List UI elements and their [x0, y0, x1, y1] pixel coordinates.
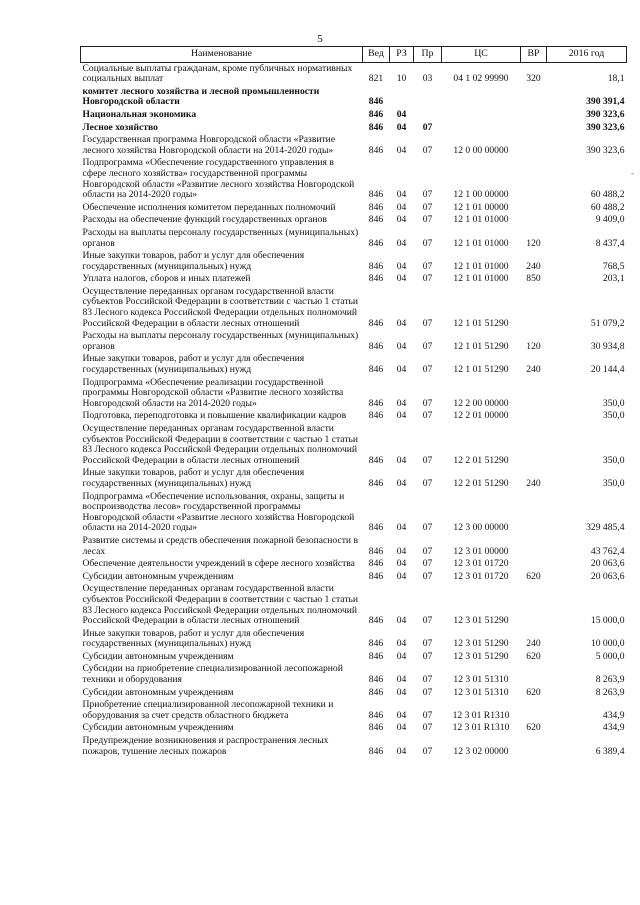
row-rz: 04 — [396, 410, 407, 422]
row-amount: 203,1 — [602, 273, 625, 285]
row-name: Подпрограмма «Обеспечение государственного управления в сфере лесного хозяйства» государственной программы Новгородской области «Развитие лесного хозяйства Новгородской области на 2014-2020 годы» — [82, 157, 355, 201]
row-name: Иные закупки товаров, работ и услуг для обеспечения государственных (муниципальных) нужд — [82, 467, 305, 489]
row-cs: 12 1 01 00000 — [453, 201, 509, 213]
row-ved: 846 — [368, 273, 384, 285]
row-cs: 12 2 01 51290 — [453, 477, 509, 489]
table-row — [81, 491, 627, 535]
row-name: Иные закупки товаров, работ и услуг для обеспечения государственных (муниципальных) нужд — [82, 627, 305, 650]
row-cs: 12 1 01 01000 — [453, 260, 509, 272]
row-pr: 07 — [422, 317, 433, 329]
row-pr: 07 — [422, 397, 433, 409]
row-name: Субсидии на приобретение специализированной лесопожарной техники и оборудования — [82, 663, 343, 686]
row-pr: 03 — [422, 73, 433, 85]
row-amount: 329 485,4 — [586, 522, 625, 534]
row-ved: 846 — [368, 558, 384, 570]
row-pr: 07 — [422, 674, 433, 686]
row-vr — [521, 663, 547, 686]
row-cs: 12 3 01 51290 — [453, 650, 509, 662]
row-vr — [521, 583, 547, 627]
row-amount: 434,9 — [602, 722, 625, 734]
row-rz: 04 — [396, 237, 407, 249]
row-pr: 07 — [422, 410, 433, 422]
row-ved: 846 — [368, 108, 384, 120]
row-vr — [521, 699, 547, 722]
row-cs: 12 1 01 01000 — [453, 214, 509, 226]
row-vr — [521, 491, 547, 535]
row-cs — [442, 86, 521, 109]
row-amount: 8 263,9 — [595, 674, 625, 686]
row-amount: 5 000,0 — [595, 650, 625, 662]
table-row — [81, 227, 627, 250]
row-ved: 846 — [368, 410, 384, 422]
row-pr: 07 — [422, 364, 433, 376]
row-pr: 07 — [422, 273, 433, 285]
margin-mark: - — [631, 168, 634, 178]
row-name: Лесное хозяйство — [82, 121, 158, 133]
row-cs: 12 3 01 R1310 — [452, 722, 510, 734]
row-ved: 846 — [368, 638, 384, 650]
row-vr: 850 — [526, 273, 541, 285]
row-cs: 12 1 01 51290 — [453, 317, 509, 329]
table-row — [81, 583, 627, 627]
row-pr: 07 — [422, 558, 433, 570]
row-ved: 846 — [368, 722, 384, 734]
table-row — [81, 410, 627, 423]
row-cs: 12 3 01 51290 — [453, 615, 509, 627]
row-vr: 620 — [526, 722, 541, 734]
row-vr — [521, 157, 547, 201]
table-row — [81, 571, 627, 584]
row-ved: 846 — [368, 674, 384, 686]
row-ved: 846 — [368, 709, 384, 721]
row-pr — [414, 86, 442, 109]
row-cs: 12 2 01 51290 — [453, 454, 509, 466]
header-vr: ВР — [521, 47, 547, 63]
row-pr: 07 — [422, 545, 433, 557]
table-body — [81, 62, 627, 758]
table-row — [81, 62, 627, 86]
row-cs: 12 1 01 51290 — [453, 340, 509, 352]
row-pr: 07 — [422, 709, 433, 721]
row-rz: 04 — [396, 722, 407, 734]
row-amount: 60 488,2 — [590, 201, 625, 213]
row-rz: 04 — [396, 558, 407, 570]
row-amount: 60 488,2 — [590, 189, 625, 201]
row-rz: 04 — [396, 108, 407, 120]
row-pr: 07 — [422, 340, 433, 352]
row-vr — [521, 134, 547, 157]
row-vr: 240 — [526, 260, 541, 272]
row-vr — [521, 377, 547, 411]
row-pr: 07 — [422, 214, 433, 226]
row-amount: 390 323,6 — [586, 121, 625, 133]
row-amount: 30 934,8 — [590, 340, 625, 352]
header-ved: Вед — [363, 47, 390, 63]
row-rz: 04 — [396, 615, 407, 627]
table-row — [81, 214, 627, 227]
row-cs: 12 2 01 00000 — [453, 410, 509, 422]
row-ved: 846 — [368, 317, 384, 329]
row-rz: 04 — [396, 638, 407, 650]
row-cs: 12 3 01 R1310 — [452, 709, 510, 721]
row-vr — [521, 735, 547, 758]
row-ved: 821 — [368, 73, 384, 85]
row-amount: 6 389,4 — [595, 745, 625, 757]
row-cs: 12 1 00 00000 — [453, 189, 509, 201]
row-cs: 12 3 01 51310 — [453, 674, 509, 686]
row-rz: 04 — [396, 545, 407, 557]
header-rz: РЗ — [390, 47, 414, 63]
table-row — [81, 423, 627, 467]
row-ved: 846 — [368, 615, 384, 627]
row-vr: 120 — [526, 340, 541, 352]
row-name: Подпрограмма «Обеспечение реализации государственной программы Новгородской области «Развитие лесного хозяйства Новгородской области на 2014-2020 годы» — [82, 376, 344, 409]
row-amount: 350,0 — [602, 397, 625, 409]
row-rz: 04 — [396, 522, 407, 534]
row-cs: 12 1 01 51290 — [453, 364, 509, 376]
table-row — [81, 122, 627, 135]
row-vr — [521, 109, 547, 122]
row-rz: 04 — [396, 144, 407, 156]
row-ved: 846 — [368, 121, 384, 133]
row-name: Национальная экономика — [82, 108, 197, 120]
row-rz: 04 — [396, 570, 407, 582]
row-name: Обеспечение деятельности учреждений в сфере лесного хозяйства — [82, 558, 355, 570]
row-ved: 846 — [368, 201, 384, 213]
row-rz: 04 — [396, 121, 407, 133]
row-rz — [390, 86, 414, 109]
row-pr: 07 — [422, 638, 433, 650]
table-row — [81, 699, 627, 722]
row-cs: 12 3 00 00000 — [453, 522, 509, 534]
header-cs: ЦС — [442, 47, 521, 63]
row-pr: 07 — [422, 201, 433, 213]
row-vr: 240 — [526, 364, 541, 376]
row-rz: 04 — [396, 686, 407, 698]
table-row — [81, 558, 627, 571]
row-name: Осуществление переданных органам государственной власти субъектов Российской Федерации в соответствии с частью 1 статьи 83 Лесного кодекса Российской Федерации отдельных полномочий Российской Федерации в области лесных отношений — [82, 583, 359, 627]
row-name: Расходы на выплаты персоналу государственных (муниципальных) органов — [82, 226, 359, 249]
row-cs: 12 1 01 01000 — [453, 237, 509, 249]
row-name: Субсидии автономным учреждениям — [82, 722, 234, 734]
table-row — [81, 651, 627, 664]
row-ved: 846 — [368, 745, 384, 757]
table-row — [81, 202, 627, 215]
table-row — [81, 273, 627, 286]
row-amount: 390 323,6 — [586, 108, 625, 120]
row-ved: 846 — [368, 96, 384, 108]
row-pr: 07 — [422, 722, 433, 734]
table-row — [81, 353, 627, 376]
row-pr: 07 — [422, 237, 433, 249]
table-row — [81, 134, 627, 157]
table-row — [81, 330, 627, 353]
table-header-row — [81, 47, 627, 63]
row-cs: 12 3 02 00000 — [453, 745, 509, 757]
row-amount: 768,5 — [602, 260, 625, 272]
row-pr: 07 — [422, 189, 433, 201]
row-name: комитет лесного хозяйства и лесной промышленности Новгородской области — [82, 85, 320, 108]
row-name: Иные закупки товаров, работ и услуг для обеспечения государственных (муниципальных) нужд — [82, 250, 305, 272]
table-row — [81, 86, 627, 109]
row-vr: 240 — [526, 638, 541, 650]
table-row — [81, 663, 627, 686]
row-amount: 8 263,9 — [595, 686, 625, 698]
row-vr — [521, 86, 547, 109]
row-pr: 07 — [422, 686, 433, 698]
row-amount: 434,9 — [602, 709, 625, 721]
header-name: Наименование — [81, 47, 363, 63]
row-name: Субсидии автономным учреждениям — [82, 570, 234, 582]
row-name: Субсидии автономным учреждениям — [82, 650, 234, 662]
budget-table — [80, 46, 627, 758]
row-name: Осуществление переданных органам государственной власти субъектов Российской Федерации в соответствии с частью 1 статьи 83 Лесного кодекса Российской Федерации отдельных полномочий Российской Федерации в области лесных отношений — [82, 423, 359, 466]
row-cs: 12 3 01 01720 — [453, 570, 509, 582]
row-amount: 8 437,4 — [595, 237, 625, 249]
row-ved: 846 — [368, 454, 384, 466]
row-cs: 04 1 02 99990 — [453, 73, 509, 85]
row-vr: 240 — [526, 477, 541, 489]
row-name: Социальные выплаты гражданам, кроме публичных нормативных социальных выплат — [82, 62, 353, 85]
table-row — [81, 687, 627, 700]
row-rz: 04 — [396, 745, 407, 757]
row-amount: 390 391,4 — [586, 96, 625, 108]
row-rz: 04 — [396, 189, 407, 201]
row-pr: 07 — [422, 121, 433, 133]
row-name: Подготовка, переподготовка и повышение квалификации кадров — [82, 410, 347, 422]
row-amount: 20 063,6 — [590, 558, 625, 570]
row-name: Субсидии автономным учреждениям — [82, 686, 234, 698]
row-ved: 846 — [368, 144, 384, 156]
row-vr — [521, 286, 547, 330]
row-amount: 350,0 — [602, 477, 625, 489]
row-pr: 07 — [422, 144, 433, 156]
row-amount: 10 000,0 — [590, 638, 625, 650]
row-amount: 15 000,0 — [590, 615, 625, 627]
row-ved: 846 — [368, 260, 384, 272]
row-cs: 12 2 00 00000 — [453, 397, 509, 409]
page-number: 5 — [317, 33, 323, 45]
row-rz: 10 — [396, 73, 407, 85]
row-name: Обеспечение исполнения комитетом переданных полномочий — [82, 201, 336, 213]
row-name: Предупреждение возникновения и распространения лесных пожаров, тушение лесных пожаров — [82, 735, 329, 757]
row-cs: 12 3 01 01720 — [453, 558, 509, 570]
row-cs: 12 3 01 51290 — [453, 638, 509, 650]
row-amount: 390 323,6 — [586, 144, 625, 156]
row-name: Расходы на выплаты персоналу государственных (муниципальных) органов — [82, 330, 359, 352]
row-vr — [521, 410, 547, 423]
row-cs: 12 0 00 00000 — [453, 144, 509, 156]
row-rz: 04 — [396, 214, 407, 226]
row-ved: 846 — [368, 477, 384, 489]
table-row — [81, 250, 627, 273]
row-ved: 846 — [368, 237, 384, 249]
row-cs: 12 3 01 00000 — [453, 545, 509, 557]
row-rz: 04 — [396, 317, 407, 329]
row-vr — [521, 423, 547, 467]
row-rz: 04 — [396, 454, 407, 466]
row-cs — [442, 122, 521, 135]
row-ved: 846 — [368, 340, 384, 352]
row-vr: 620 — [526, 686, 541, 698]
table-row — [81, 157, 627, 201]
table-row — [81, 628, 627, 651]
row-ved: 846 — [368, 686, 384, 698]
row-amount: 43 762,4 — [590, 545, 625, 557]
row-ved: 846 — [368, 214, 384, 226]
row-amount: 350,0 — [602, 410, 625, 422]
table-row — [81, 722, 627, 735]
row-cs — [442, 109, 521, 122]
row-vr: 320 — [526, 73, 541, 85]
row-rz: 04 — [396, 201, 407, 213]
row-pr: 07 — [422, 522, 433, 534]
row-name: Уплата налогов, сборов и иных платежей — [82, 273, 251, 285]
row-vr: 620 — [526, 650, 541, 662]
row-ved: 846 — [368, 397, 384, 409]
row-rz: 04 — [396, 674, 407, 686]
table-row — [81, 377, 627, 411]
row-ved: 846 — [368, 650, 384, 662]
row-amount: 18,1 — [607, 73, 625, 85]
table-row — [81, 286, 627, 330]
row-vr — [521, 214, 547, 227]
row-ved: 846 — [368, 522, 384, 534]
row-vr — [521, 558, 547, 571]
row-pr: 07 — [422, 650, 433, 662]
row-pr: 07 — [422, 745, 433, 757]
table-row — [81, 109, 627, 122]
row-name: Расходы на обеспечение функций государственных органов — [82, 214, 327, 226]
header-pr: Пр — [414, 47, 442, 63]
table-row — [81, 735, 627, 758]
row-rz: 04 — [396, 650, 407, 662]
row-cs: 12 1 01 01000 — [453, 273, 509, 285]
row-ved: 846 — [368, 189, 384, 201]
row-name: Осуществление переданных органам государственной власти субъектов Российской Федерации в соответствии с частью 1 статьи 83 Лесного кодекса Российской Федерации отдельных полномочий Российской Федерации в области лесных отношений — [82, 285, 359, 329]
row-vr — [521, 535, 547, 558]
row-vr — [521, 122, 547, 135]
row-cs: 12 3 01 51310 — [453, 686, 509, 698]
row-name: Приобретение специализированной лесопожарной техники и оборудования за счет средств областного бюджета — [82, 699, 334, 721]
row-amount: 20 144,4 — [590, 364, 625, 376]
row-vr: 620 — [526, 570, 541, 582]
row-ved: 846 — [368, 570, 384, 582]
row-name: Государственная программа Новгородской области «Развитие лесного хозяйства Новгородской области на 2014-2020 годы» — [82, 134, 336, 156]
row-pr — [414, 109, 442, 122]
row-name: Подпрограмма «Обеспечение использования, охраны, защиты и воспроизводства лесов» государственной программы Новгородской области «Развитие лесного хозяйства Новгородской области на 2014-2020 годы» — [82, 490, 355, 534]
row-pr: 07 — [422, 260, 433, 272]
row-amount: 20 063,6 — [590, 570, 625, 582]
row-rz: 04 — [396, 477, 407, 489]
row-pr: 07 — [422, 477, 433, 489]
table-row — [81, 467, 627, 490]
row-name: Иные закупки товаров, работ и услуг для обеспечения государственных (муниципальных) нужд — [82, 353, 305, 376]
header-amount: 2016 год — [547, 47, 627, 63]
row-pr: 07 — [422, 615, 433, 627]
row-rz: 04 — [396, 397, 407, 409]
row-amount: 51 079,2 — [590, 317, 625, 329]
row-rz: 04 — [396, 709, 407, 721]
row-vr: 120 — [526, 237, 541, 249]
row-name: Развитие системы и средств обеспечения пожарной безопасности в лесах — [82, 534, 358, 557]
row-ved: 846 — [368, 545, 384, 557]
row-rz: 04 — [396, 260, 407, 272]
row-ved: 846 — [368, 364, 384, 376]
row-amount: 9 409,0 — [595, 214, 625, 226]
row-pr: 07 — [422, 570, 433, 582]
row-rz: 04 — [396, 364, 407, 376]
row-rz: 04 — [396, 340, 407, 352]
row-pr: 07 — [422, 454, 433, 466]
row-amount: 350,0 — [602, 454, 625, 466]
row-rz: 04 — [396, 273, 407, 285]
table-row — [81, 535, 627, 558]
row-vr — [521, 202, 547, 215]
